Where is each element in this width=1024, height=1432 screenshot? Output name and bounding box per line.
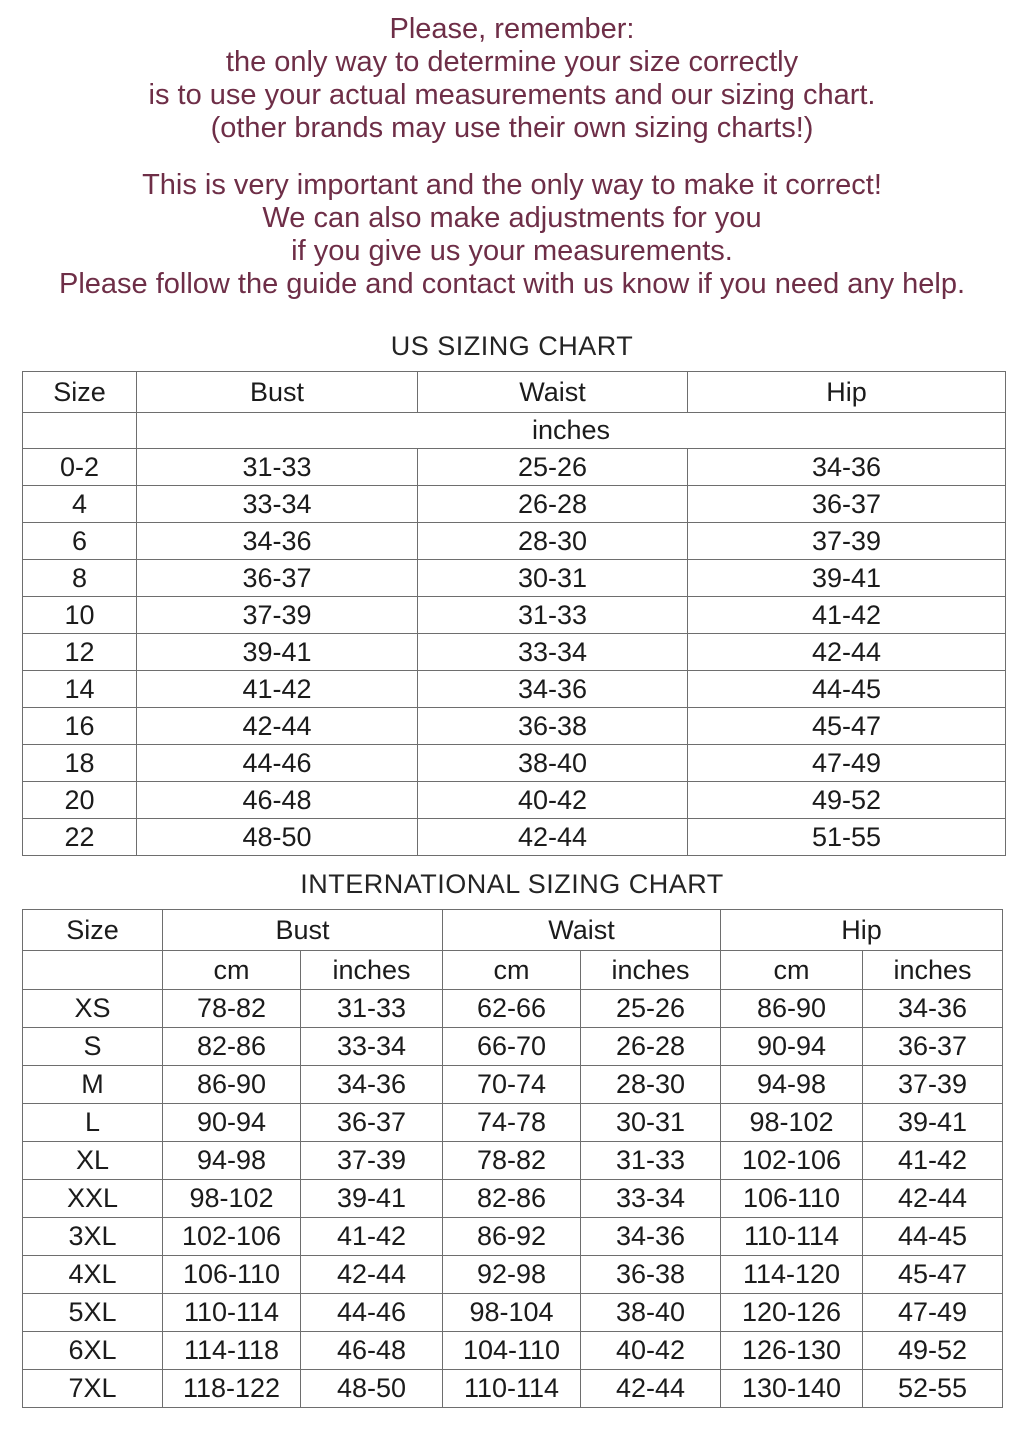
- table-row: [23, 745, 1006, 782]
- us-col-header-bust: Bust: [137, 372, 418, 413]
- table-cell-waist: 42-44: [418, 819, 688, 856]
- intl-col-header-size: Size: [23, 910, 163, 951]
- table-cell-bust_cm: 94-98: [163, 1142, 301, 1180]
- table-cell-hip_cm: 86-90: [721, 990, 863, 1028]
- table-cell-hip: 51-55: [688, 819, 1006, 856]
- table-cell-bust_in: 37-39: [301, 1142, 443, 1180]
- table-cell-size: M: [23, 1066, 163, 1104]
- table-cell-size: XS: [23, 990, 163, 1028]
- table-cell-hip_cm: 114-120: [721, 1256, 863, 1294]
- table-cell-waist: 33-34: [418, 634, 688, 671]
- intl-col-header-waist: Waist: [443, 910, 721, 951]
- table-cell-bust_in: 39-41: [301, 1180, 443, 1218]
- table-row: [23, 523, 1006, 560]
- table-row: [23, 1218, 1003, 1256]
- us-sizing-table: [22, 371, 1006, 856]
- table-row: [23, 1066, 1003, 1104]
- table-cell-hip_in: 44-45: [863, 1218, 1003, 1256]
- table-cell-waist: 36-38: [418, 708, 688, 745]
- us-unit-label: inches: [137, 413, 1006, 449]
- table-cell-waist_in: 36-38: [581, 1256, 721, 1294]
- intl-sizing-table: [22, 909, 1003, 1408]
- table-cell-size: 6: [23, 523, 137, 560]
- table-row: [23, 597, 1006, 634]
- us-unit-row-empty-cell: [23, 413, 137, 449]
- table-cell-hip_in: 52-55: [863, 1370, 1003, 1408]
- table-row: [23, 1142, 1003, 1180]
- intl-unit-row: [23, 951, 1003, 990]
- intro-line: This is very important and the only way to make it correct!: [142, 169, 882, 201]
- table-cell-bust_in: 42-44: [301, 1256, 443, 1294]
- table-cell-waist: 28-30: [418, 523, 688, 560]
- table-cell-waist: 40-42: [418, 782, 688, 819]
- table-cell-hip_cm: 120-126: [721, 1294, 863, 1332]
- intro-line: if you give us your measurements.: [291, 235, 733, 267]
- intl-unit-waist-cm: cm: [443, 951, 581, 990]
- table-row: [23, 1256, 1003, 1294]
- table-cell-bust_cm: 118-122: [163, 1370, 301, 1408]
- table-cell-bust: 31-33: [137, 449, 418, 486]
- table-row: [23, 1370, 1003, 1408]
- table-cell-hip_in: 39-41: [863, 1104, 1003, 1142]
- intl-table-body: [23, 990, 1003, 1408]
- intl-chart-title: INTERNATIONAL SIZING CHART: [300, 869, 724, 899]
- table-row: [23, 782, 1006, 819]
- table-cell-hip: 37-39: [688, 523, 1006, 560]
- table-cell-hip: 45-47: [688, 708, 1006, 745]
- table-cell-hip: 49-52: [688, 782, 1006, 819]
- table-cell-size: 14: [23, 671, 137, 708]
- table-cell-size: 20: [23, 782, 137, 819]
- table-cell-size: 3XL: [23, 1218, 163, 1256]
- table-cell-waist_cm: 104-110: [443, 1332, 581, 1370]
- table-cell-size: S: [23, 1028, 163, 1066]
- us-chart-title: US SIZING CHART: [390, 331, 634, 361]
- intro-paragraph-1: [0, 13, 1024, 145]
- intl-unit-bust-in: inches: [301, 951, 443, 990]
- table-cell-hip_cm: 110-114: [721, 1218, 863, 1256]
- table-cell-bust: 39-41: [137, 634, 418, 671]
- table-cell-bust_in: 41-42: [301, 1218, 443, 1256]
- table-cell-size: XXL: [23, 1180, 163, 1218]
- table-cell-hip_in: 47-49: [863, 1294, 1003, 1332]
- table-row: [23, 671, 1006, 708]
- us-col-header-waist: Waist: [418, 372, 688, 413]
- table-cell-hip_cm: 126-130: [721, 1332, 863, 1370]
- table-cell-waist: 26-28: [418, 486, 688, 523]
- table-cell-bust_in: 31-33: [301, 990, 443, 1028]
- table-cell-waist_in: 31-33: [581, 1142, 721, 1180]
- table-cell-bust_in: 34-36: [301, 1066, 443, 1104]
- table-cell-hip_in: 42-44: [863, 1180, 1003, 1218]
- table-cell-hip_cm: 94-98: [721, 1066, 863, 1104]
- intl-header-row: [23, 910, 1003, 951]
- table-cell-waist: 34-36: [418, 671, 688, 708]
- us-col-header-hip: Hip: [688, 372, 1006, 413]
- us-unit-row: [23, 413, 1006, 449]
- table-cell-hip_in: 49-52: [863, 1332, 1003, 1370]
- table-row: [23, 819, 1006, 856]
- table-cell-waist_in: 33-34: [581, 1180, 721, 1218]
- intro-line: Please follow the guide and contact with us know if you need any help.: [58, 268, 966, 300]
- table-cell-bust: 34-36: [137, 523, 418, 560]
- table-cell-bust_cm: 86-90: [163, 1066, 301, 1104]
- table-cell-bust_cm: 82-86: [163, 1028, 301, 1066]
- table-cell-bust: 44-46: [137, 745, 418, 782]
- table-cell-size: 4: [23, 486, 137, 523]
- table-cell-bust_cm: 102-106: [163, 1218, 301, 1256]
- table-cell-bust: 48-50: [137, 819, 418, 856]
- table-cell-waist_cm: 78-82: [443, 1142, 581, 1180]
- table-cell-waist_cm: 110-114: [443, 1370, 581, 1408]
- table-cell-hip_in: 45-47: [863, 1256, 1003, 1294]
- table-cell-bust: 46-48: [137, 782, 418, 819]
- table-cell-waist_in: 25-26: [581, 990, 721, 1028]
- table-cell-bust: 33-34: [137, 486, 418, 523]
- us-col-header-size: Size: [23, 372, 137, 413]
- table-cell-waist: 31-33: [418, 597, 688, 634]
- table-cell-bust_cm: 106-110: [163, 1256, 301, 1294]
- intl-unit-hip-cm: cm: [721, 951, 863, 990]
- table-cell-size: 0-2: [23, 449, 137, 486]
- table-cell-hip: 36-37: [688, 486, 1006, 523]
- intl-col-header-bust: Bust: [163, 910, 443, 951]
- table-cell-size: 18: [23, 745, 137, 782]
- table-row: [23, 1332, 1003, 1370]
- table-cell-waist_cm: 92-98: [443, 1256, 581, 1294]
- table-cell-hip: 39-41: [688, 560, 1006, 597]
- table-cell-waist: 30-31: [418, 560, 688, 597]
- table-cell-bust_in: 36-37: [301, 1104, 443, 1142]
- table-cell-size: 4XL: [23, 1256, 163, 1294]
- table-row: [23, 634, 1006, 671]
- table-row: [23, 1180, 1003, 1218]
- table-cell-hip: 42-44: [688, 634, 1006, 671]
- table-cell-waist_cm: 70-74: [443, 1066, 581, 1104]
- table-cell-waist_in: 34-36: [581, 1218, 721, 1256]
- table-cell-size: 6XL: [23, 1332, 163, 1370]
- table-row: [23, 1028, 1003, 1066]
- table-cell-hip: 47-49: [688, 745, 1006, 782]
- table-cell-bust_in: 46-48: [301, 1332, 443, 1370]
- table-cell-size: L: [23, 1104, 163, 1142]
- table-cell-hip_in: 36-37: [863, 1028, 1003, 1066]
- intro-line: We can also make adjustments for you: [262, 202, 762, 234]
- table-cell-waist_cm: 74-78: [443, 1104, 581, 1142]
- table-row: [23, 486, 1006, 523]
- intro-paragraph-2: [0, 169, 1024, 301]
- table-cell-bust_in: 33-34: [301, 1028, 443, 1066]
- intl-unit-bust-cm: cm: [163, 951, 301, 990]
- intro-line: is to use your actual measurements and our sizing chart.: [148, 79, 876, 111]
- table-cell-waist_cm: 86-92: [443, 1218, 581, 1256]
- us-header-row: [23, 372, 1006, 413]
- table-cell-bust: 41-42: [137, 671, 418, 708]
- table-cell-waist_in: 38-40: [581, 1294, 721, 1332]
- table-cell-bust: 42-44: [137, 708, 418, 745]
- table-cell-hip_in: 37-39: [863, 1066, 1003, 1104]
- table-cell-hip: 34-36: [688, 449, 1006, 486]
- table-cell-waist_cm: 82-86: [443, 1180, 581, 1218]
- table-row: [23, 708, 1006, 745]
- table-cell-hip_in: 34-36: [863, 990, 1003, 1028]
- table-cell-size: 22: [23, 819, 137, 856]
- intl-col-header-hip: Hip: [721, 910, 1003, 951]
- table-row: [23, 1104, 1003, 1142]
- table-cell-hip_cm: 98-102: [721, 1104, 863, 1142]
- intl-unit-row-empty-cell: [23, 951, 163, 990]
- table-cell-hip_cm: 90-94: [721, 1028, 863, 1066]
- table-cell-hip_cm: 102-106: [721, 1142, 863, 1180]
- table-cell-size: 7XL: [23, 1370, 163, 1408]
- table-cell-bust: 36-37: [137, 560, 418, 597]
- table-row: [23, 560, 1006, 597]
- table-cell-waist_cm: 66-70: [443, 1028, 581, 1066]
- table-cell-waist_in: 42-44: [581, 1370, 721, 1408]
- table-cell-hip_cm: 130-140: [721, 1370, 863, 1408]
- us-table-body: [23, 449, 1006, 856]
- table-cell-waist_in: 28-30: [581, 1066, 721, 1104]
- table-cell-bust_in: 44-46: [301, 1294, 443, 1332]
- table-cell-size: XL: [23, 1142, 163, 1180]
- table-cell-hip: 41-42: [688, 597, 1006, 634]
- table-cell-hip_in: 41-42: [863, 1142, 1003, 1180]
- table-cell-waist_in: 30-31: [581, 1104, 721, 1142]
- intro-line: Please, remember:: [389, 13, 635, 45]
- intro-line: the only way to determine your size correctly: [225, 46, 799, 78]
- table-cell-size: 10: [23, 597, 137, 634]
- table-cell-bust_cm: 90-94: [163, 1104, 301, 1142]
- table-cell-bust: 37-39: [137, 597, 418, 634]
- table-cell-waist_in: 40-42: [581, 1332, 721, 1370]
- table-cell-waist: 38-40: [418, 745, 688, 782]
- table-cell-bust_cm: 114-118: [163, 1332, 301, 1370]
- table-cell-hip: 44-45: [688, 671, 1006, 708]
- intro-line: (other brands may use their own sizing charts!): [210, 112, 814, 144]
- table-cell-size: 5XL: [23, 1294, 163, 1332]
- intl-unit-hip-in: inches: [863, 951, 1003, 990]
- table-row: [23, 449, 1006, 486]
- table-cell-waist_in: 26-28: [581, 1028, 721, 1066]
- table-cell-size: 12: [23, 634, 137, 671]
- table-cell-bust_in: 48-50: [301, 1370, 443, 1408]
- table-cell-size: 16: [23, 708, 137, 745]
- table-cell-waist: 25-26: [418, 449, 688, 486]
- table-cell-bust_cm: 78-82: [163, 990, 301, 1028]
- table-cell-waist_cm: 62-66: [443, 990, 581, 1028]
- table-cell-size: 8: [23, 560, 137, 597]
- table-cell-bust_cm: 98-102: [163, 1180, 301, 1218]
- table-cell-waist_cm: 98-104: [443, 1294, 581, 1332]
- table-cell-hip_cm: 106-110: [721, 1180, 863, 1218]
- table-cell-bust_cm: 110-114: [163, 1294, 301, 1332]
- table-row: [23, 990, 1003, 1028]
- intro-note: [0, 0, 1024, 301]
- intl-unit-waist-in: inches: [581, 951, 721, 990]
- table-row: [23, 1294, 1003, 1332]
